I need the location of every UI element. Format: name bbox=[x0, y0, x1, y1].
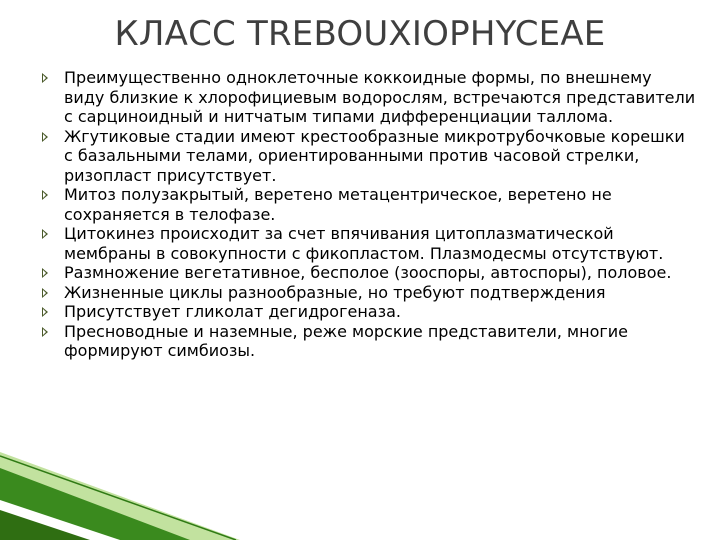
bullet-item bbox=[42, 224, 697, 263]
bullet-text: Присутствует гликолат дегидрогеназа. bbox=[64, 302, 401, 321]
bullet-text: Цитокинез происходит за счет впячивания цитоплазматической мембраны в совокупности с фикопластом. Плазмодесмы отсутствуют. bbox=[64, 224, 664, 263]
bullet-text: Жизненные циклы разнообразные, но требуют подтверждения bbox=[64, 282, 606, 302]
triangle-bullet-icon bbox=[42, 268, 48, 278]
bullet-list bbox=[42, 68, 697, 361]
bullet-item bbox=[42, 283, 697, 303]
bullet-text: Размножение вегетативное, бесполое (зооспоры, автоспоры), половое. bbox=[64, 263, 672, 282]
triangle-bullet-icon bbox=[42, 190, 48, 200]
swoosh-band-light bbox=[0, 452, 240, 540]
bullet-item bbox=[42, 68, 697, 127]
bullet-item bbox=[42, 322, 697, 361]
bullet-item bbox=[42, 302, 697, 322]
triangle-bullet-icon bbox=[42, 327, 48, 337]
bullet-text: Митоз полузакрытый, веретено метацентрическое, веретено не сохраняется в телофазе. bbox=[64, 185, 612, 224]
slide-title: КЛАСС TREBOUXIOPHYCEAE bbox=[114, 14, 606, 54]
triangle-bullet-icon bbox=[42, 229, 48, 239]
bullet-item bbox=[42, 185, 697, 224]
triangle-bullet-icon bbox=[42, 307, 48, 317]
swoosh-band-bottom bbox=[0, 510, 90, 540]
bullet-text: Пресноводные и наземные, реже морские представители, многие формируют симбиозы. bbox=[64, 321, 629, 360]
swoosh-line bbox=[0, 456, 236, 540]
bullet-item bbox=[42, 127, 697, 186]
triangle-bullet-icon bbox=[42, 288, 48, 298]
bullet-text: Жгутиковые стадии имеют крестообразные микротрубочковые корешки с базальными телами, ориентированными против часовой стрелки, ризопласт присутствует. bbox=[64, 126, 685, 185]
bullet-item bbox=[42, 263, 697, 283]
bullet-text: Преимущественно одноклеточные коккоидные формы, по внешнему виду близкие к хлорофициевым водорослям, встречаются представители с сарциноидный и нитчатым типами дифференциации таллома. bbox=[64, 68, 696, 126]
triangle-bullet-icon bbox=[42, 73, 48, 83]
triangle-bullet-icon bbox=[42, 132, 48, 142]
swoosh-band-dark bbox=[0, 468, 190, 540]
